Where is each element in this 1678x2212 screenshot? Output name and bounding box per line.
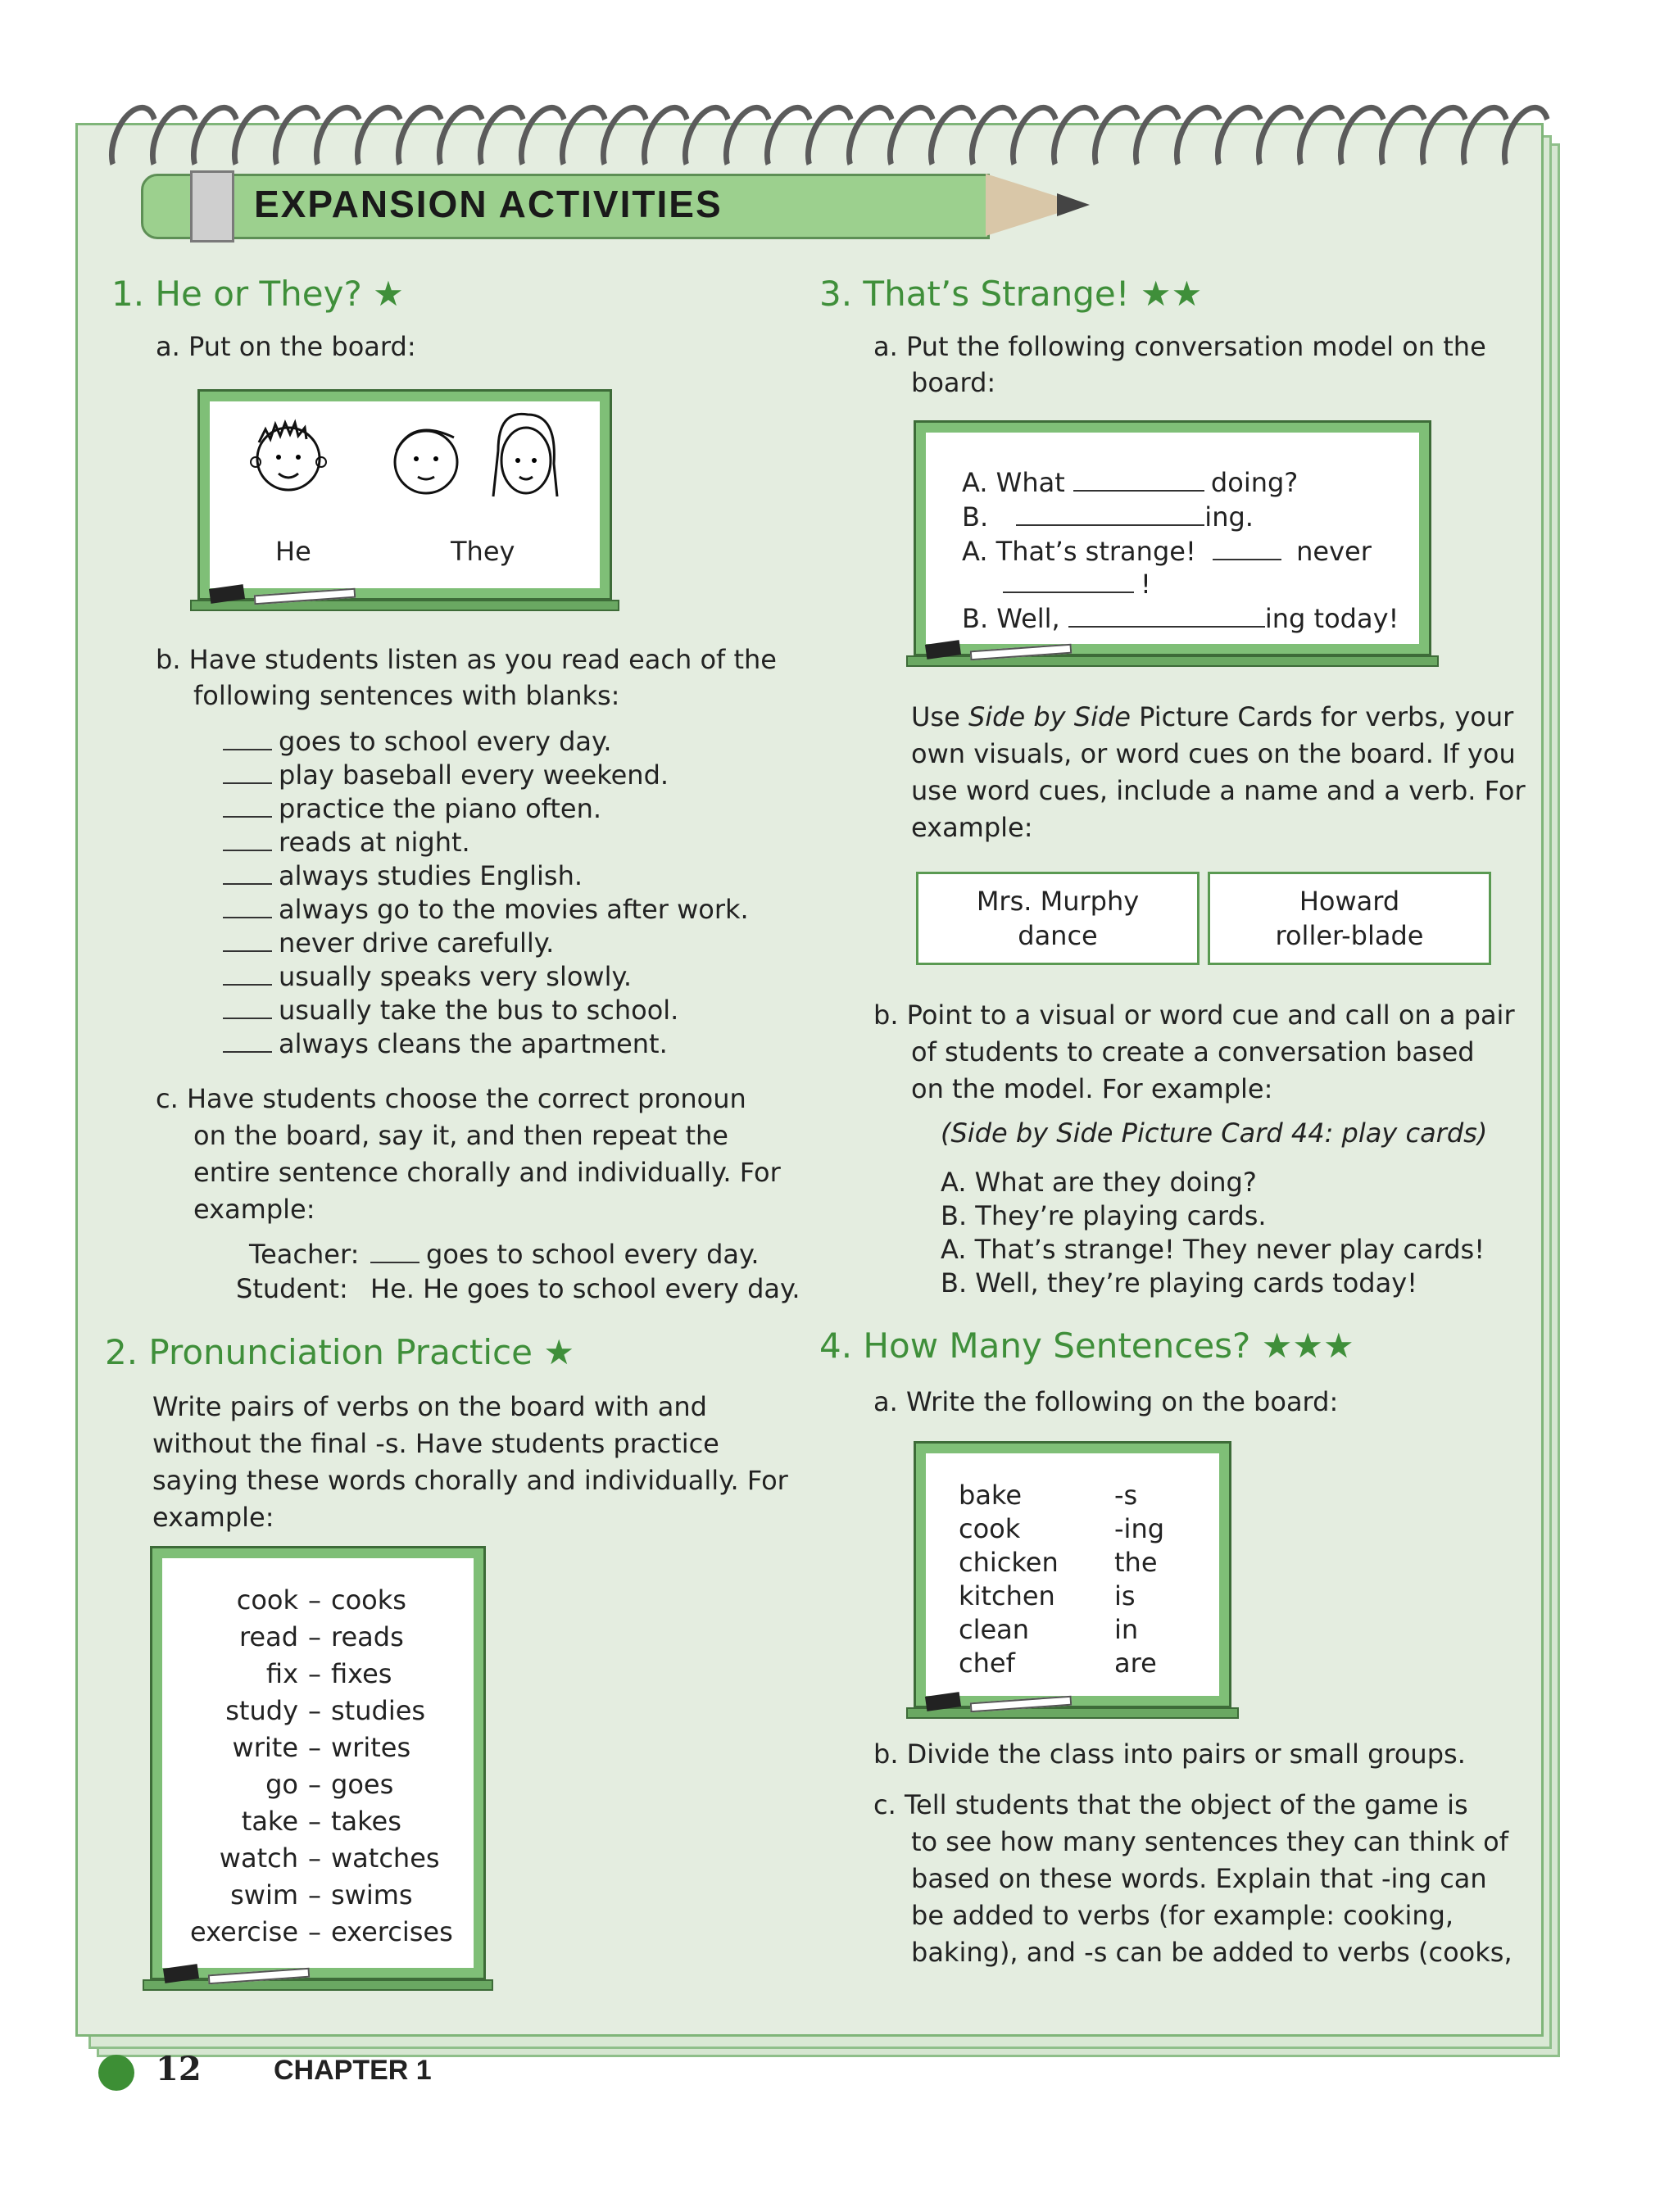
model-line-4: ! xyxy=(1003,565,1151,603)
sentence-item xyxy=(223,823,470,861)
sentence-item xyxy=(223,958,632,995)
word-col2-item: -ing xyxy=(1114,1513,1165,1544)
verb-base: watch xyxy=(219,1843,298,1874)
teacher-text: goes to school every day. xyxy=(426,1239,760,1270)
sentence-item xyxy=(223,857,583,895)
verb-s-form: writes xyxy=(331,1732,411,1763)
word-col2-item: the xyxy=(1114,1547,1158,1578)
verb-base: go xyxy=(265,1769,298,1800)
model-line-3: A. That’s strange! never xyxy=(962,536,1372,567)
activity-3-instruction-line: use word cues, include a name and a verb. For xyxy=(911,775,1526,806)
verb-base: read xyxy=(238,1621,298,1652)
verb-base: write xyxy=(232,1732,298,1763)
verb-s-form: fixes xyxy=(331,1658,392,1689)
teacher-label: Teacher: xyxy=(249,1239,360,1270)
sentence-text: always studies English. xyxy=(279,860,583,891)
answer-blank xyxy=(223,950,272,952)
word-col1-item: bake xyxy=(959,1480,1022,1511)
sentence-text: never drive carefully. xyxy=(279,927,555,959)
page-marker-dot xyxy=(98,2055,134,2091)
activity-2-line: saying these words chorally and individually. For xyxy=(152,1465,788,1496)
word-col2-item: -s xyxy=(1114,1480,1138,1511)
sentence-item xyxy=(223,723,612,760)
sentence-item xyxy=(223,1025,668,1063)
dialog-line: A. That’s strange! They never play cards! xyxy=(941,1234,1485,1265)
sentence-text: practice the piano often. xyxy=(279,793,602,824)
activity-3-instruction-line xyxy=(911,698,1513,736)
sentence-item xyxy=(223,924,554,962)
dash: – xyxy=(308,1769,321,1800)
book-title: Side by Side xyxy=(968,701,1131,732)
sentence-text: usually take the bus to school. xyxy=(279,995,679,1026)
verb-s-form: goes xyxy=(331,1769,394,1800)
answer-blank xyxy=(223,749,272,750)
dash: – xyxy=(308,1732,321,1763)
teacher-line xyxy=(370,1235,760,1273)
answer-blank xyxy=(223,816,272,818)
activity-4a-text: a. Write the following on the board: xyxy=(873,1386,1339,1417)
sentence-text: goes to school every day. xyxy=(279,726,612,757)
activity-1b-line1: b. Have students listen as you read each of the xyxy=(156,644,777,675)
activity-3b-line: of students to create a conversation based xyxy=(911,1036,1475,1067)
board-he-they xyxy=(200,392,610,598)
verb-s-form: cooks xyxy=(331,1584,406,1616)
sentence-text: reads at night. xyxy=(279,827,470,858)
answer-blank xyxy=(223,850,272,851)
verb-s-form: exercises xyxy=(331,1916,453,1947)
dialog-line: A. What are they doing? xyxy=(941,1167,1257,1198)
activity-3-title: 3. That’s Strange! ★★ xyxy=(819,274,1203,314)
activity-2-line: example: xyxy=(152,1502,274,1533)
verb-base: fix xyxy=(265,1658,298,1689)
dash: – xyxy=(308,1879,321,1911)
verb-s-form: studies xyxy=(331,1695,426,1726)
sentence-item xyxy=(223,991,678,1029)
activity-2-line: Write pairs of verbs on the board with and xyxy=(152,1391,707,1422)
word-cue-card-1 xyxy=(916,872,1200,965)
activity-2-title: 2. Pronunciation Practice ★ xyxy=(105,1332,574,1372)
verb-base: cook xyxy=(236,1584,298,1616)
dash: – xyxy=(308,1621,321,1652)
activity-1c-line: example: xyxy=(193,1194,315,1225)
board-ledge xyxy=(906,1707,1239,1719)
sentence-item xyxy=(223,790,601,827)
activity-3-instruction-line: example: xyxy=(911,812,1033,843)
model-line-1: A. What doing? xyxy=(962,467,1299,498)
activity-3b-line: on the model. For example: xyxy=(911,1073,1273,1104)
answer-blank xyxy=(223,883,272,885)
dialog-line: B. Well, they’re playing cards today! xyxy=(941,1267,1417,1299)
verb-s-form: swims xyxy=(331,1879,413,1911)
model-line-2: B. ing. xyxy=(962,501,1254,533)
answer-blank xyxy=(223,782,272,784)
word-col1-item: kitchen xyxy=(959,1580,1055,1611)
word-col1-item: clean xyxy=(959,1614,1030,1645)
word-col1-item: chicken xyxy=(959,1547,1059,1578)
cue-name: Howard xyxy=(1299,886,1400,917)
sentence-text: usually speaks very slowly. xyxy=(279,961,633,992)
board-conversation-model xyxy=(916,423,1429,654)
dash: – xyxy=(308,1843,321,1874)
page-number: 12 xyxy=(156,2050,202,2088)
text: Use xyxy=(911,701,968,732)
cue-verb: dance xyxy=(1018,920,1098,951)
text: Picture Cards for verbs, your xyxy=(1130,701,1514,732)
activity-1-title: 1. He or They? ★ xyxy=(111,274,404,314)
activity-3-instruction-line: own visuals, or word cues on the board. If you xyxy=(911,738,1516,769)
board-ledge xyxy=(143,1979,493,1991)
section-banner-title: EXPANSION ACTIVITIES xyxy=(254,183,723,225)
activity-1c-line: c. Have students choose the correct pronoun xyxy=(156,1083,746,1114)
sentence-item xyxy=(223,756,669,794)
sentence-text: always cleans the apartment. xyxy=(279,1028,668,1059)
dash: – xyxy=(308,1695,321,1726)
word-col2-item: are xyxy=(1114,1648,1157,1679)
verb-base: take xyxy=(241,1806,298,1837)
dash: – xyxy=(308,1916,321,1947)
picture-card-note: (Side by Side Picture Card 44: play cards) xyxy=(941,1117,1488,1149)
board-word-list xyxy=(916,1444,1229,1706)
sentence-text: always go to the movies after work. xyxy=(279,894,749,925)
cue-verb: roller-blade xyxy=(1275,920,1424,951)
dialog-line: B. They’re playing cards. xyxy=(941,1200,1267,1231)
verb-s-form: takes xyxy=(331,1806,401,1837)
dash: – xyxy=(308,1584,321,1616)
board-verb-pairs xyxy=(152,1548,483,1978)
model-line-5: B. Well, ing today! xyxy=(962,603,1399,634)
answer-blank xyxy=(223,1018,272,1019)
activity-1c-line: entire sentence chorally and individually. For xyxy=(193,1157,781,1188)
word-cue-card-2 xyxy=(1208,872,1491,965)
verb-base: swim xyxy=(230,1879,298,1911)
word-col2-item: in xyxy=(1114,1614,1139,1645)
pencil-lead xyxy=(1057,193,1090,216)
activity-4c-line: be added to verbs (for example: cooking, xyxy=(911,1900,1454,1931)
answer-blank xyxy=(223,1051,272,1053)
activity-3b-line: b. Point to a visual or word cue and call on a pair xyxy=(873,999,1515,1031)
activity-4b-text: b. Divide the class into pairs or small groups. xyxy=(873,1738,1466,1770)
board-label-they: They xyxy=(451,536,515,567)
faces-drawing xyxy=(210,401,600,588)
pencil-ferrule xyxy=(190,170,234,243)
activity-4c-line: c. Tell students that the object of the game is xyxy=(873,1789,1468,1820)
answer-blank xyxy=(223,984,272,986)
verb-s-form: watches xyxy=(331,1843,440,1874)
chapter-label: CHAPTER 1 xyxy=(274,2055,432,2086)
verb-base: exercise xyxy=(189,1916,298,1947)
activity-3a-line1: a. Put the following conversation model on the xyxy=(873,331,1486,362)
verb-s-form: reads xyxy=(331,1621,404,1652)
activity-4c-line: to see how many sentences they can think of xyxy=(911,1826,1508,1857)
dash: – xyxy=(308,1658,321,1689)
board-label-he: He xyxy=(275,536,311,567)
word-col2-item: is xyxy=(1114,1580,1136,1611)
activity-4c-line: baking), and -s can be added to verbs (cooks, xyxy=(911,1937,1512,1968)
dash: – xyxy=(308,1806,321,1837)
activity-1c-line: on the board, say it, and then repeat the xyxy=(193,1120,728,1151)
sentence-text: play baseball every weekend. xyxy=(279,759,669,791)
student-text: He. He goes to school every day. xyxy=(370,1273,800,1304)
word-col1-item: cook xyxy=(959,1513,1021,1544)
activity-4-title: 4. How Many Sentences? ★★★ xyxy=(819,1326,1354,1366)
cue-name: Mrs. Murphy xyxy=(976,886,1140,917)
verb-base: study xyxy=(225,1695,298,1726)
activity-3a-line2: board: xyxy=(911,367,996,398)
activity-4c-line: based on these words. Explain that -ing can xyxy=(911,1863,1487,1894)
sentence-item xyxy=(223,891,749,928)
student-label: Student: xyxy=(236,1273,348,1304)
word-col1-item: chef xyxy=(959,1648,1015,1679)
activity-2-line: without the final -s. Have students practice xyxy=(152,1428,719,1459)
activity-1b-line2: following sentences with blanks: xyxy=(193,680,620,711)
answer-blank xyxy=(223,917,272,918)
activity-1a-text: a. Put on the board: xyxy=(156,331,416,362)
